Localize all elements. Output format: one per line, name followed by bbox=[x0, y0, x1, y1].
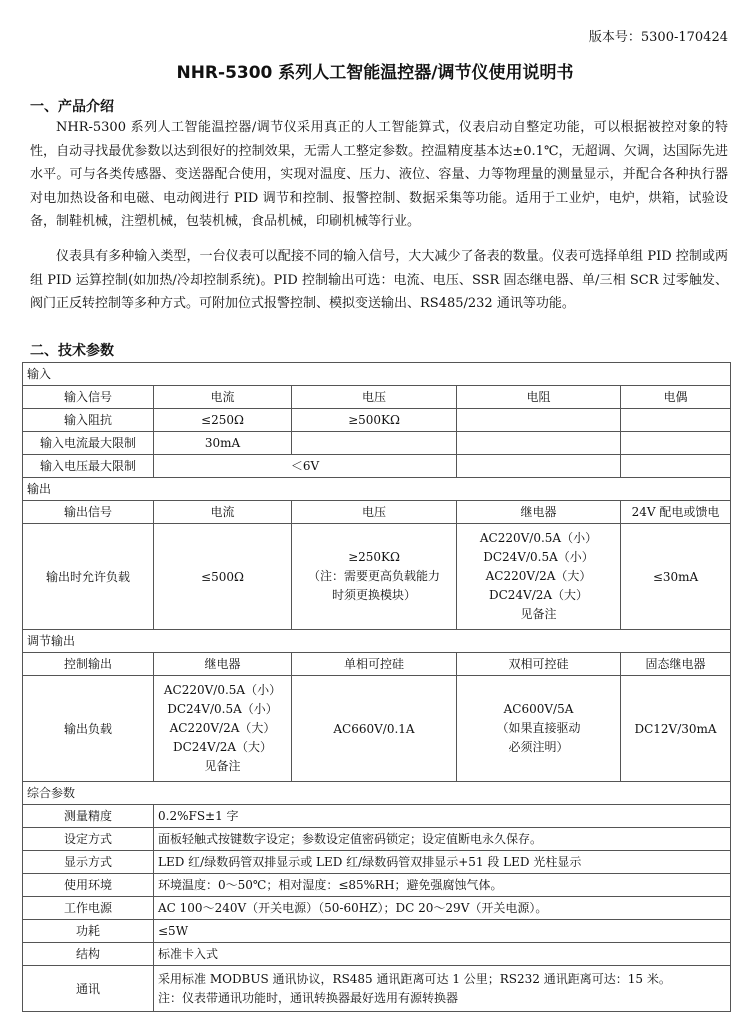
table-row bbox=[23, 920, 731, 943]
table-row bbox=[23, 386, 731, 409]
row-label: 通讯 bbox=[23, 966, 154, 1012]
table-row bbox=[23, 501, 731, 524]
table-cell: 0.2%FS±1 字 bbox=[154, 805, 731, 828]
table-cell bbox=[457, 409, 621, 432]
spec-table bbox=[22, 362, 731, 1012]
table-row bbox=[23, 943, 731, 966]
document-title: NHR-5300 系列人工智能温控器/调节仪使用说明书 bbox=[176, 63, 574, 83]
table-cell: 标准卡入式 bbox=[154, 943, 731, 966]
table-cell: 30mA bbox=[154, 432, 292, 455]
table-cell bbox=[457, 676, 621, 782]
table-cell: 继电器 bbox=[457, 501, 621, 524]
table-cell: ≤500Ω bbox=[154, 524, 292, 630]
cell-line: DC24V/2A（大） bbox=[172, 740, 273, 754]
table-cell: 单相可控硅 bbox=[292, 653, 457, 676]
table-cell: AC 100～240V（开关电源）（50-60HZ）；DC 20～29V（开关电源）。 bbox=[154, 897, 731, 920]
table-cell: DC12V/30mA bbox=[621, 676, 731, 782]
table-row bbox=[23, 828, 731, 851]
table-cell bbox=[621, 455, 731, 478]
table-cell: 电流 bbox=[154, 386, 292, 409]
table-row bbox=[23, 851, 731, 874]
table-cell bbox=[292, 524, 457, 630]
table-row bbox=[23, 409, 731, 432]
row-label: 输出信号 bbox=[23, 501, 154, 524]
table-row bbox=[23, 363, 731, 386]
table-cell: AC660V/0.1A bbox=[292, 676, 457, 782]
cell-line: AC220V/0.5A（小） bbox=[479, 531, 598, 545]
table-cell: 电阻 bbox=[457, 386, 621, 409]
table-cell: LED 红/绿数码管双排显示或 LED 红/绿数码管双排显示+51 段 LED 光柱显示 bbox=[154, 851, 731, 874]
row-label: 结构 bbox=[23, 943, 154, 966]
table-cell: ≤5W bbox=[154, 920, 731, 943]
table-cell: 面板轻触式按键数字设定；参数设定值密码锁定；设定值断电永久保存。 bbox=[154, 828, 731, 851]
row-label: 工作电源 bbox=[23, 897, 154, 920]
cell-line: 采用标准 MODBUS 通讯协议，RS485 通讯距离可达 1 公里；RS232 通讯距离可达：15 米。 bbox=[158, 971, 671, 986]
table-row bbox=[23, 478, 731, 501]
cell-line: 见备注 bbox=[204, 759, 241, 773]
cell-line: DC24V/0.5A（小） bbox=[483, 550, 594, 564]
row-label: 使用环境 bbox=[23, 874, 154, 897]
table-cell: ≥500KΩ bbox=[292, 409, 457, 432]
row-label: 测量精度 bbox=[23, 805, 154, 828]
control-section-header: 调节输出 bbox=[23, 630, 731, 653]
table-row bbox=[23, 874, 731, 897]
output-section-header: 输出 bbox=[23, 478, 731, 501]
table-row bbox=[23, 966, 731, 1012]
table-cell: 电压 bbox=[292, 386, 457, 409]
intro-paragraph-2: 仪表具有多种输入类型，一台仪表可以配接不同的输入信号，大大减少了备表的数量。仪表可选择单组 PID 控制或两组 PID 运算控制(如加热/冷却控制系统)。PID 控制输出可选：电流、电压、SSR 固态继电器、单/三相 SCR 过零触发、阀门正反转控制等多种方式。可附加位式报警控制、模拟变送输出、RS485/232 通讯等功能。 bbox=[30, 249, 728, 311]
table-cell: ≤30mA bbox=[621, 524, 731, 630]
table-cell: 双相可控硅 bbox=[457, 653, 621, 676]
input-section-header: 输入 bbox=[23, 363, 731, 386]
table-row bbox=[23, 455, 731, 478]
cell-line: 时须更换模块） bbox=[331, 588, 416, 602]
table-row bbox=[23, 676, 731, 782]
table-cell bbox=[457, 455, 621, 478]
cell-line: AC220V/0.5A（小） bbox=[163, 683, 282, 697]
table-cell bbox=[292, 432, 457, 455]
row-label: 显示方式 bbox=[23, 851, 154, 874]
table-cell: 24V 配电或馈电 bbox=[621, 501, 731, 524]
cell-line: AC220V/2A（大） bbox=[485, 569, 592, 583]
table-row bbox=[23, 524, 731, 630]
general-section-header: 综合参数 bbox=[23, 782, 731, 805]
cell-line: （如果直接驱动 bbox=[496, 721, 581, 735]
table-row bbox=[23, 432, 731, 455]
cell-line: AC220V/2A（大） bbox=[169, 721, 276, 735]
table-cell: ≤250Ω bbox=[154, 409, 292, 432]
intro-paragraph-1: NHR-5300 系列人工智能温控器/调节仪采用真正的人工智能算式，仪表启动自整定功能，可以根据被控对象的特性，自动寻找最优参数以达到很好的控制效果，无需人工整定参数。控温精度基本达±0.1℃，无超调、欠调，达国际先进水平。可与各类传感器、变送器配合使用，实现对温度、压力、液位、容量、力等物理量的测量显示，并配合各种执行器对电加热设备和电磁、电动阀进行 PID 调节和控制、报警控制、数据采集等功能。适用于工业炉，电炉，烘箱，试验设备，制鞋机械，注塑机械，包装机械，食品机械，印刷机械等行业。 bbox=[30, 120, 728, 229]
row-label: 输出时允许负载 bbox=[23, 524, 154, 630]
cell-line: DC24V/2A（大） bbox=[488, 588, 589, 602]
table-cell: 电压 bbox=[292, 501, 457, 524]
table-row bbox=[23, 805, 731, 828]
table-cell bbox=[154, 676, 292, 782]
row-label: 输入电流最大限制 bbox=[23, 432, 154, 455]
row-label: 输出负载 bbox=[23, 676, 154, 782]
table-cell: 继电器 bbox=[154, 653, 292, 676]
table-cell bbox=[621, 432, 731, 455]
cell-line: 注：仪表带通讯功能时，通讯转换器最好选用有源转换器 bbox=[158, 990, 459, 1005]
section-heading-intro: 一、产品介绍 bbox=[30, 99, 114, 115]
table-cell: 固态继电器 bbox=[621, 653, 731, 676]
cell-line: DC24V/0.5A（小） bbox=[167, 702, 278, 716]
table-cell bbox=[457, 432, 621, 455]
table-cell bbox=[457, 524, 621, 630]
table-row bbox=[23, 653, 731, 676]
table-row bbox=[23, 630, 731, 653]
cell-line: ≥250KΩ bbox=[348, 550, 400, 564]
table-cell: 环境温度：0～50℃；相对湿度：≤85%RH；避免强腐蚀气体。 bbox=[154, 874, 731, 897]
section-heading-specs: 二、技术参数 bbox=[30, 343, 114, 359]
table-row bbox=[23, 782, 731, 805]
cell-line: 见备注 bbox=[520, 607, 557, 621]
row-label: 设定方式 bbox=[23, 828, 154, 851]
row-label: 输入信号 bbox=[23, 386, 154, 409]
cell-line: 必须注明） bbox=[508, 740, 569, 754]
table-row bbox=[23, 897, 731, 920]
cell-line: AC600V/5A bbox=[503, 702, 574, 716]
row-label: 输入电压最大限制 bbox=[23, 455, 154, 478]
version-number: 版本号：5300-170424 bbox=[588, 30, 728, 45]
table-cell bbox=[154, 966, 731, 1012]
table-cell: ＜6V bbox=[154, 455, 457, 478]
cell-line: （注：需要更高负载能力 bbox=[307, 569, 440, 583]
row-label: 控制输出 bbox=[23, 653, 154, 676]
row-label: 功耗 bbox=[23, 920, 154, 943]
row-label: 输入阻抗 bbox=[23, 409, 154, 432]
table-cell: 电流 bbox=[154, 501, 292, 524]
table-cell: 电偶 bbox=[621, 386, 731, 409]
table-cell bbox=[621, 409, 731, 432]
